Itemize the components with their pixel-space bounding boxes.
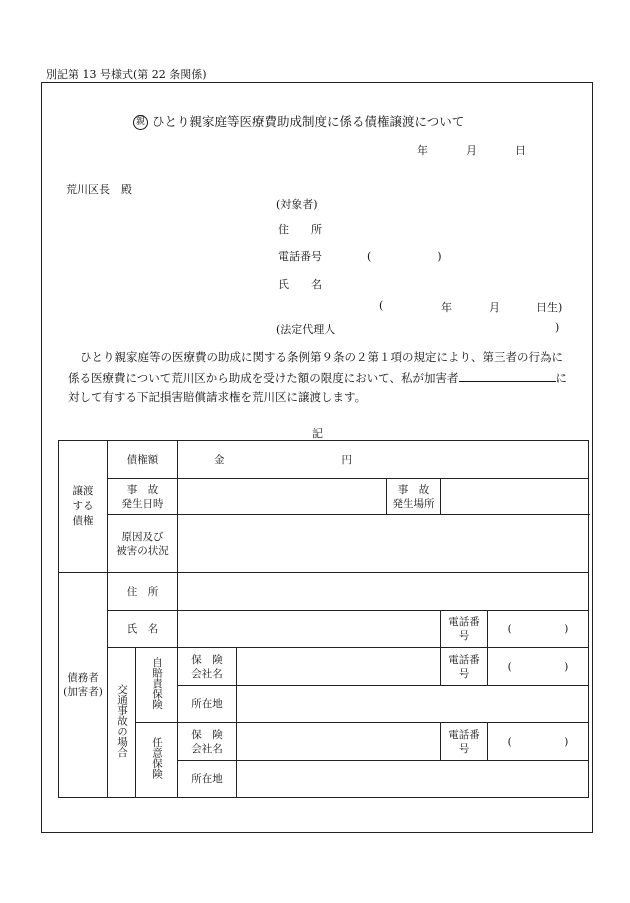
subject-phone-paren: ( ) — [367, 250, 442, 263]
compulsory-company-label: 保 険 会社名 — [178, 648, 237, 686]
date-year-label: 年 — [417, 144, 428, 157]
body-line-2-text: 係る医療費について荒川区から助成を受けた額の限度において、私が加害者 — [68, 371, 459, 385]
subject-address-label: 住 所 — [278, 223, 322, 236]
subject-phone-label: 電話番号 — [278, 250, 322, 263]
traffic-accident-label: 交通事故の場合 — [108, 648, 136, 798]
compulsory-location-value[interactable] — [237, 686, 589, 723]
body-line-3: 対して有する下記損害賠償請求権を荒川区に譲渡します。 — [68, 390, 367, 404]
title-text: ひとり親家庭等医療費助成制度に係る債権譲渡について — [152, 114, 465, 129]
compulsory-phone-value[interactable]: ( ) — [488, 648, 589, 686]
form-title — [133, 112, 464, 130]
optional-location-value[interactable] — [237, 761, 589, 798]
compulsory-phone-label: 電話番号 — [441, 648, 488, 686]
birth-day-label: 日生) — [536, 301, 563, 314]
birth-year-label: 年 — [441, 301, 452, 314]
legal-agent-label: (法定代理人 — [276, 323, 336, 336]
oya-badge-icon: 親 — [133, 115, 148, 130]
claim-amount-cell — [178, 441, 589, 479]
body-line-1: ひとり親家庭等の医療費の助成に関する条例第９条の２第１項の規定により、第三者の行為に — [80, 350, 563, 364]
subject-name-label: 氏 名 — [278, 278, 322, 291]
cause-label: 原因及び 被害の状況 — [108, 515, 178, 573]
accident-place-value[interactable] — [441, 479, 589, 515]
claim-amount-label: 債権額 — [108, 441, 178, 479]
subject-label: (対象者) — [276, 198, 318, 211]
optional-location-label: 所在地 — [178, 761, 237, 798]
optional-insurance-label: 任意保険 — [136, 723, 178, 798]
debtor-phone-label: 電話番号 — [441, 611, 488, 648]
debtor-group-label: 債務者 (加害者) — [59, 573, 108, 798]
birth-open-paren: ( — [379, 299, 384, 312]
optional-phone-label: 電話番号 — [441, 723, 488, 761]
compulsory-insurance-label: 自賠責保険 — [136, 648, 178, 723]
birth-month-label: 月 — [489, 301, 500, 314]
transfer-claim-group-label: 譲渡する債権 — [59, 441, 108, 573]
accident-date-value[interactable] — [178, 479, 387, 515]
yen-label: 円 — [341, 453, 352, 466]
optional-company-value[interactable] — [237, 723, 441, 761]
perpetrator-blank — [459, 370, 556, 382]
claim-table — [58, 440, 589, 798]
debtor-name-label: 氏 名 — [108, 611, 178, 648]
optional-company-label: 保 険 会社名 — [178, 723, 237, 761]
cause-value[interactable] — [178, 515, 589, 573]
date-day-label: 日 — [515, 144, 526, 157]
date-month-label: 月 — [466, 144, 477, 157]
compulsory-location-label: 所在地 — [178, 686, 237, 723]
debtor-address-label: 住 所 — [108, 573, 178, 611]
body-line-2 — [68, 370, 567, 386]
compulsory-company-value[interactable] — [237, 648, 441, 686]
ki-heading: 記 — [312, 427, 323, 440]
debtor-address-value[interactable] — [178, 573, 589, 611]
addressee: 荒川区長 殿 — [66, 183, 132, 196]
debtor-name-value[interactable] — [178, 611, 441, 648]
accident-place-label: 事 故 発生場所 — [387, 479, 441, 515]
form-reference: 別記第 13 号様式(第 22 条関係) — [46, 68, 207, 81]
body-line-2-end: に — [555, 371, 568, 385]
debtor-phone-value[interactable]: ( ) — [488, 611, 589, 648]
optional-phone-value[interactable]: ( ) — [488, 723, 589, 761]
accident-date-label: 事 故 発生日時 — [108, 479, 178, 515]
kin-label: 金 — [214, 453, 225, 466]
legal-agent-close: ) — [555, 321, 560, 334]
